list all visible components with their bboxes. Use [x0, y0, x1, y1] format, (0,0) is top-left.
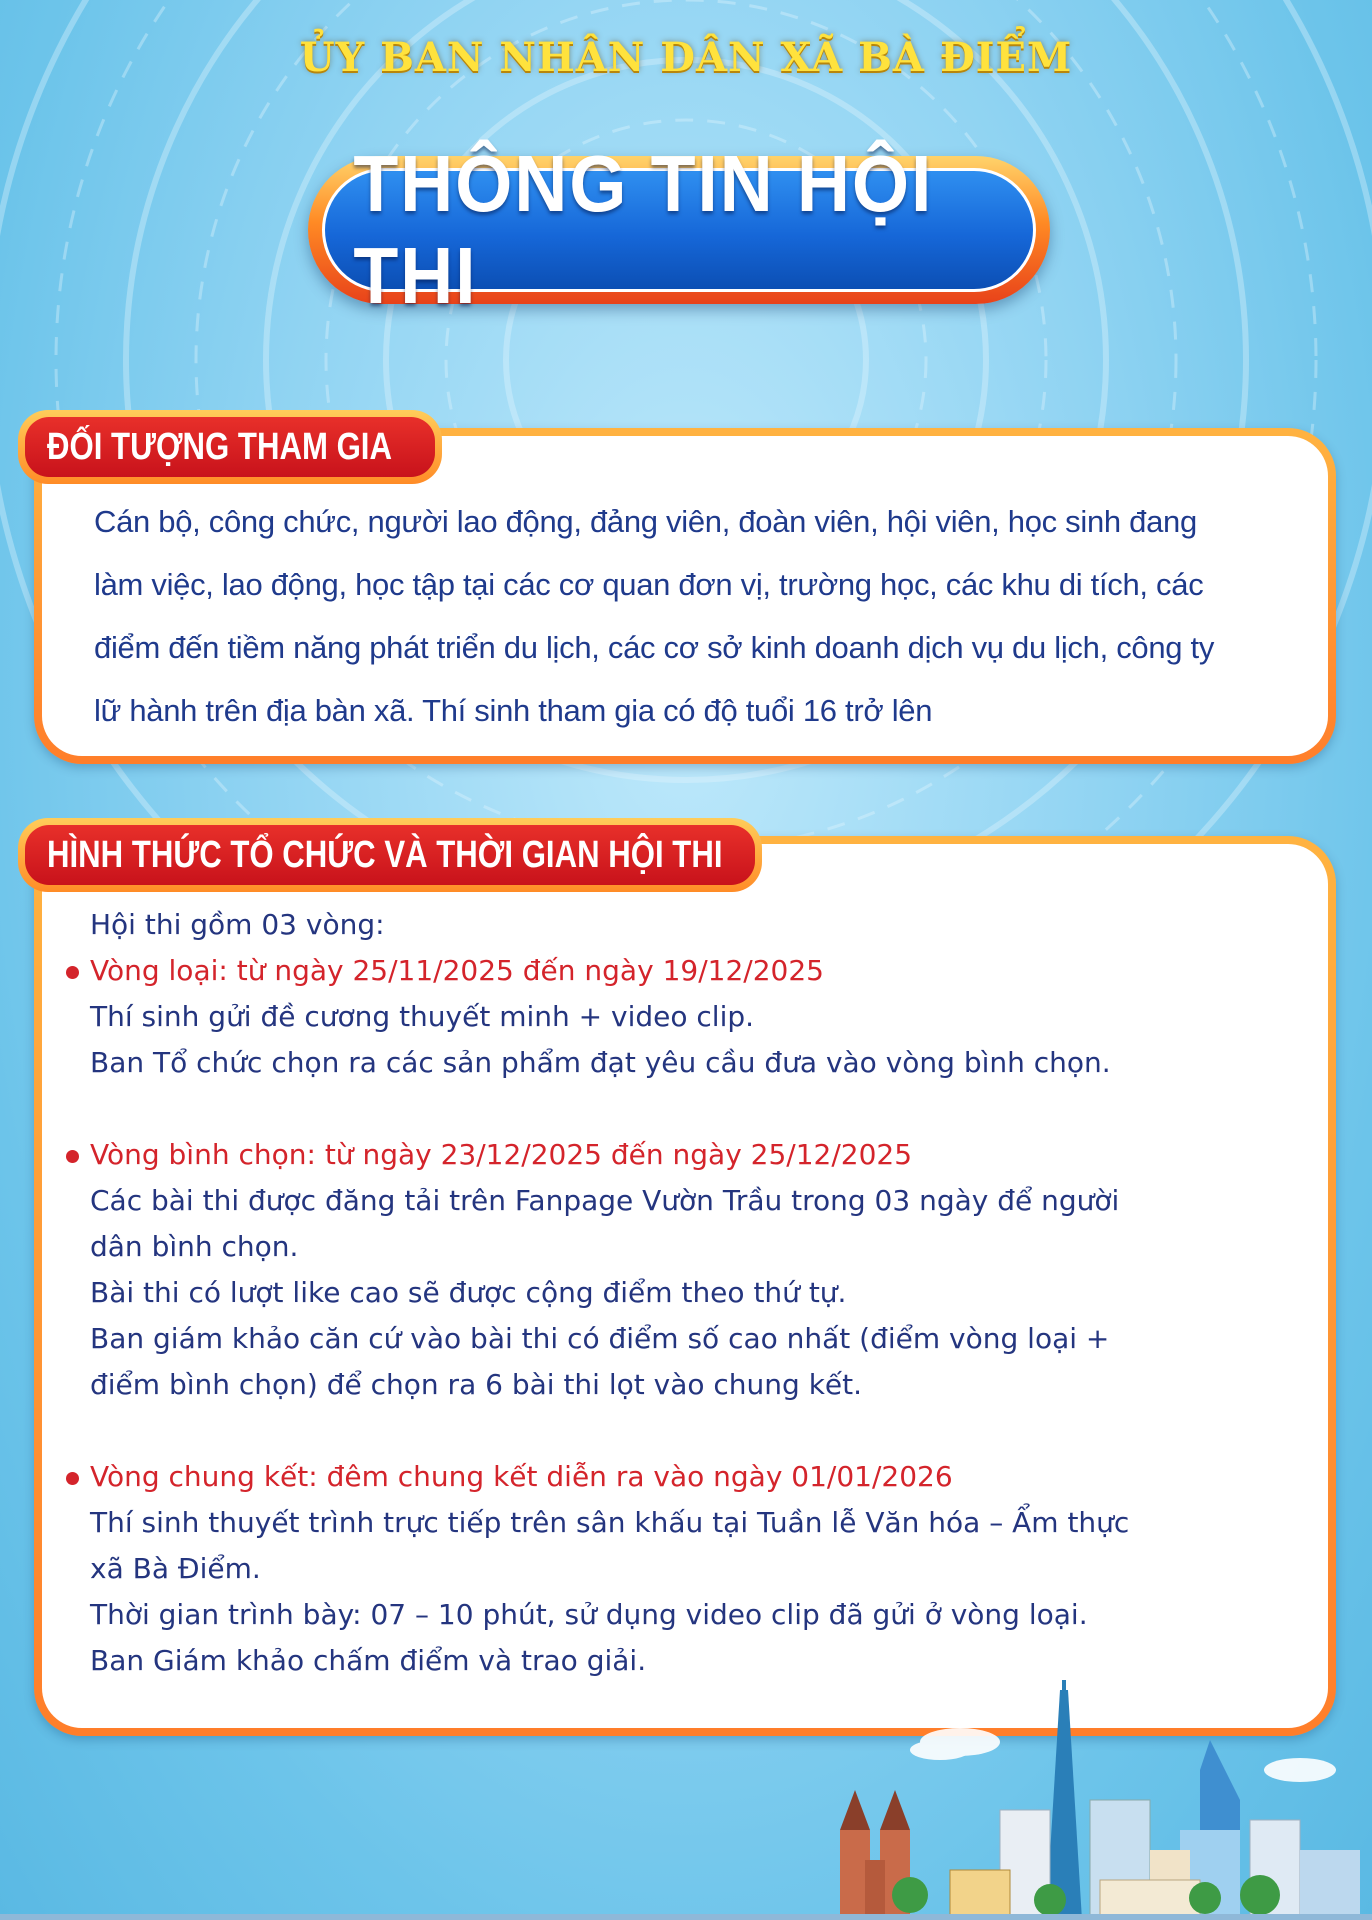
round-line: Thời gian trình bày: 07 – 10 phút, sử dụng video clip đã gửi ở vòng loại.	[90, 1598, 1088, 1631]
bullet-icon	[66, 966, 79, 979]
round-line: Thí sinh thuyết trình trực tiếp trên sân khấu tại Tuần lễ Văn hóa – Ẩm thực	[90, 1506, 1130, 1539]
participants-heading-tag	[18, 410, 442, 484]
round-line: Ban Tổ chức chọn ra các sản phẩm đạt yêu cầu đưa vào vòng bình chọn.	[90, 1046, 1111, 1079]
round-line: Các bài thi được đăng tải trên Fanpage Vườn Trầu trong 03 ngày để người	[90, 1184, 1120, 1217]
round-line: dân bình chọn.	[90, 1230, 299, 1263]
format-intro: Hội thi gồm 03 vòng:	[90, 908, 385, 941]
round-title: Vòng chung kết: đêm chung kết diễn ra vào ngày 01/01/2026	[58, 1454, 1308, 1500]
participants-line: Cán bộ, công chức, người lao động, đảng viên, đoàn viên, hội viên, học sinh đang	[94, 504, 1197, 539]
title-banner	[308, 139, 1050, 320]
participants-text	[94, 490, 1288, 742]
bullet-icon	[66, 1150, 79, 1163]
round-line: điểm bình chọn) để chọn ra 6 bài thi lọt vào chung kết.	[90, 1368, 863, 1401]
round-line: Thí sinh gửi đề cương thuyết minh + video clip.	[90, 1000, 755, 1033]
round-line: Ban giám khảo căn cứ vào bài thi có điểm số cao nhất (điểm vòng loại +	[90, 1322, 1110, 1355]
organization-name: ỦY BAN NHÂN DÂN XÃ BÀ ĐIỂM	[299, 34, 1073, 81]
round-line: Ban Giám khảo chấm điểm và trao giải.	[90, 1644, 647, 1677]
format-heading-tag	[18, 818, 762, 892]
round-title: Vòng loại: từ ngày 25/11/2025 đến ngày 19/12/2025	[58, 948, 1308, 994]
page-title: THÔNG TIN HỘI THI	[353, 139, 934, 320]
bullet-icon	[66, 1472, 79, 1485]
round-title: Vòng bình chọn: từ ngày 23/12/2025 đến ngày 25/12/2025	[58, 1132, 1308, 1178]
round-line: xã Bà Điểm.	[90, 1552, 261, 1585]
participants-heading: ĐỐI TƯỢNG THAM GIA	[47, 425, 392, 468]
format-content	[58, 902, 1308, 1684]
participants-line: làm việc, lao động, học tập tại các cơ quan đơn vị, trường học, các khu di tích, các	[94, 567, 1204, 602]
city-skyline-illustration	[0, 1680, 1372, 1920]
round-line: Bài thi có lượt like cao sẽ được cộng điểm theo thứ tự.	[90, 1276, 847, 1309]
participants-line: điểm đến tiềm năng phát triển du lịch, các cơ sở kinh doanh dịch vụ du lịch, công ty	[94, 630, 1215, 665]
participants-line: lữ hành trên địa bàn xã. Thí sinh tham gia có độ tuổi 16 trở lên	[94, 693, 933, 728]
format-panel	[34, 833, 1336, 1736]
format-heading: HÌNH THỨC TỔ CHỨC VÀ THỜI GIAN HỘI THI	[47, 833, 723, 876]
